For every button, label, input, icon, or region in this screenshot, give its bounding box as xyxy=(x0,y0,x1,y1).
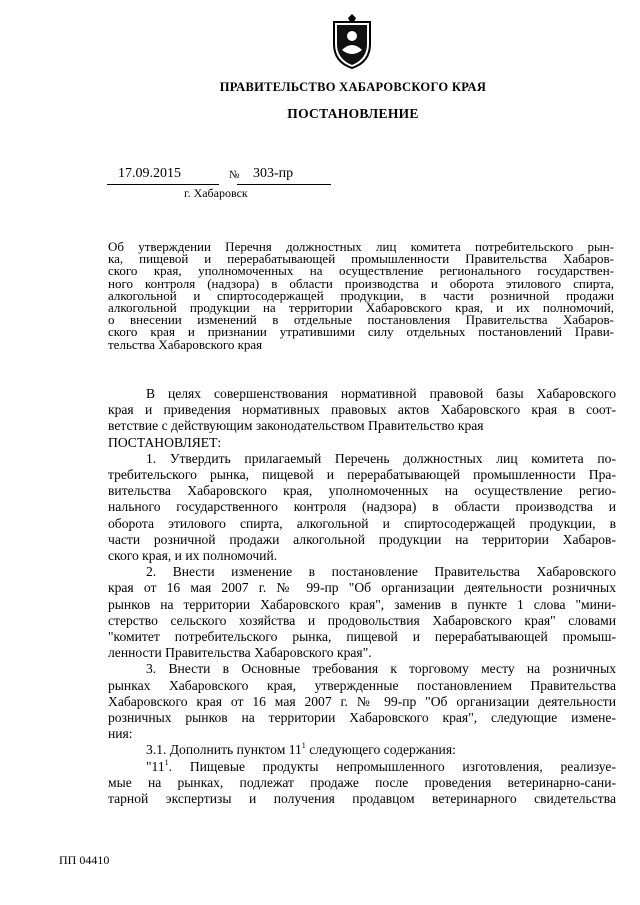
document-code: ПП 04410 xyxy=(59,853,110,867)
superscript: 1 xyxy=(301,741,306,751)
date-underline xyxy=(107,184,219,185)
coat-of-arms-icon xyxy=(330,14,374,70)
item-1-line: требительского рынка, пищевой и перерабатывающей промышленности Пра- xyxy=(108,467,616,483)
document-type: ПОСТАНОВЛЕНИЕ xyxy=(287,106,419,121)
item-3-line: рынках Хабаровского края, утвержденные постановлением Правительства xyxy=(108,677,616,693)
city: г. Хабаровск xyxy=(184,186,248,200)
item-2-line: "комитет потребительского рынка, пищевой и перерабатывающей промыш- xyxy=(108,629,616,645)
item-2-line: ленности Правительства Хабаровского края". xyxy=(108,645,372,661)
decree-body xyxy=(108,386,616,807)
superscript: 1 xyxy=(164,757,169,767)
title-line: тельства Хабаровского края xyxy=(108,336,263,352)
title-line: ского края и признании утратившими силу отдельных постановлений Прави- xyxy=(108,324,614,340)
title-line: ного контроля (надзора) в области производства и оборота этилового спирта, xyxy=(108,275,614,291)
preamble-line: В целях совершенствования нормативной правовой базы Хабаровского xyxy=(146,386,616,401)
title-line: Об утверждении Перечня должностных лиц комитета потребительского рын- xyxy=(108,239,614,254)
decree-title xyxy=(108,241,614,351)
title-line: о внесении изменений в отдельные постановления Правительства Хабаров- xyxy=(108,312,614,328)
item-2-line: 2. Внести изменение в постановление Правительства Хабаровского xyxy=(146,564,616,580)
item-3-line: ния: xyxy=(108,726,133,742)
resolves-heading: ПОСТАНОВЛЯЕТ: xyxy=(108,434,222,450)
item-2-line: края от 16 мая 2007 г. № 99-пр "Об организации деятельности розничных xyxy=(108,580,616,596)
item-2-line: рынков на территории Хабаровского края", заменив в пункте 1 слова "мини- xyxy=(108,596,616,612)
item-2-line: стерство сельского хозяйства и продовольствия Хабаровского края" словами xyxy=(108,612,616,628)
item-1-line: 1. Утвердить прилагаемый Перечень должностных лиц комитета по- xyxy=(146,450,616,466)
item-1-line: части розничной продажи алкогольной продукции на территории Хабаров- xyxy=(108,531,616,547)
item-3-1-line: 3.1. Дополнить пунктом $11^1$ следующего содержания: xyxy=(146,741,456,758)
quote-line: тарной экспертизы и получения продавцом ветеринарного свидетельства xyxy=(108,791,616,807)
item-1-line: оборота этилового спирта, алкогольной и спиртосодержащей продукции, в xyxy=(108,515,616,531)
decree-date: 17.09.2015 xyxy=(118,166,181,181)
title-line: алкогольной продукции на территории Хабаровского края, и их полномочий, xyxy=(108,300,614,316)
item-3-line: Хабаровского края от 16 мая 2007 г. № 99-пр "Об организации деятельности xyxy=(108,693,616,709)
preamble-line: края и приведения нормативных правовых актов Хабаровского края в соот- xyxy=(108,402,616,418)
item-3-line: 3. Внести в Основные требования к торговому месту на розничных xyxy=(146,661,616,677)
item-1-line: вительства Хабаровского края, уполномоченных на осуществление регио- xyxy=(108,483,616,499)
quote-line: мые на рынках, подлежат продаже после проведения ветеринарно-сани- xyxy=(108,774,616,790)
government-title: ПРАВИТЕЛЬСТВО ХАБАРОВСКОГО КРАЯ xyxy=(219,80,487,94)
number-underline xyxy=(237,184,331,185)
decree-number: 303-пр xyxy=(253,166,294,181)
number-sign: № xyxy=(229,169,240,181)
item-1-line: ского края, и их полномочий. xyxy=(108,548,278,564)
quote-line: "$11^1$. Пищевые продукты непромышленного изготовления, реализуе- xyxy=(146,757,616,774)
title-line: ка, пищевой и перерабатывающей промышленности Правительства Хабаров- xyxy=(108,251,614,267)
title-line: алкогольной и спиртосодержащей продукции, в части розничной продажи xyxy=(108,287,614,303)
item-1-line: нального государственного контроля (надзора) в области производства и xyxy=(108,499,616,515)
title-line: ского края, уполномоченных на осуществление регионального государствен- xyxy=(108,263,614,279)
item-3-line: розничных рынков на территории Хабаровского края", следующие измене- xyxy=(108,710,616,726)
preamble-line: ветствие с действующим законодательством Правительство края xyxy=(108,418,484,434)
